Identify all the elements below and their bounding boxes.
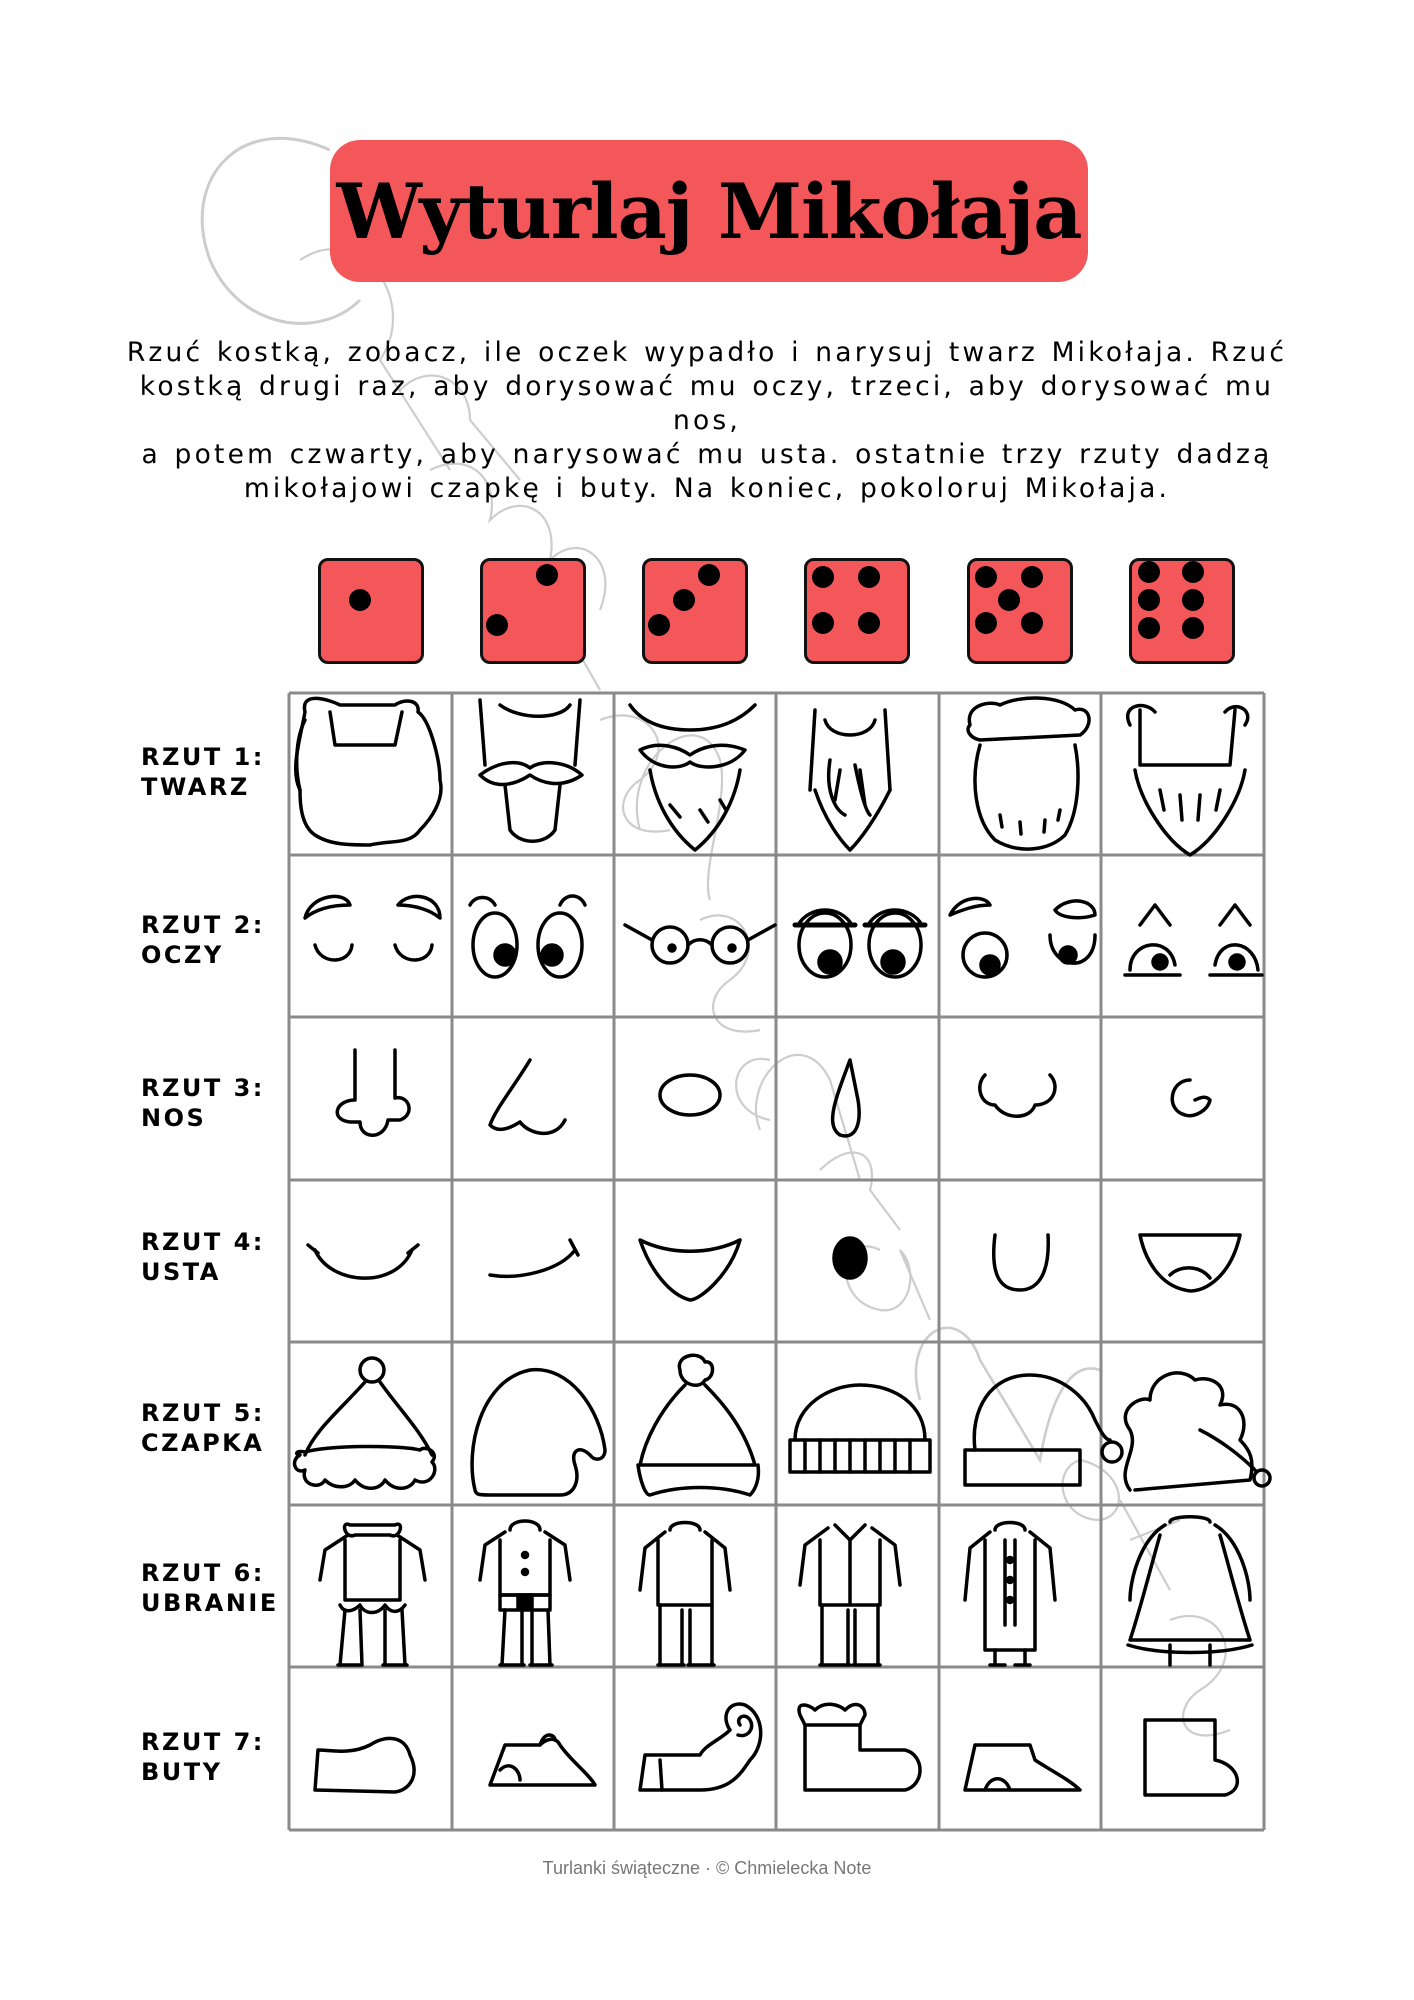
hat-drawing-6 — [1125, 1373, 1270, 1490]
row-label-part: OCZY — [141, 941, 224, 969]
nose-drawing-3 — [660, 1075, 720, 1115]
hat-drawing-4 — [790, 1385, 930, 1472]
mouth-drawing-1 — [308, 1245, 418, 1278]
row-label-roll: RZUT 6: — [141, 1559, 265, 1587]
face-drawing-4 — [810, 710, 890, 850]
mouth-drawing-6 — [1140, 1235, 1240, 1291]
row-label-1 — [141, 742, 265, 802]
nose-drawing-2 — [490, 1060, 565, 1133]
row-label-part: BUTY — [141, 1758, 223, 1786]
row-label-7 — [141, 1727, 265, 1787]
boots-drawing-5 — [965, 1745, 1080, 1790]
clothes-drawing-3 — [640, 1523, 730, 1666]
boots-drawing-3 — [640, 1704, 761, 1790]
instructions-line: mikołajowi czapkę i buty. Na koniec, pokoloruj Mikołaja. — [243, 473, 1171, 504]
face-drawing-2 — [480, 700, 582, 841]
instructions-line: Rzuć kostką, zobacz, ile oczek wypadło i narysuj twarz Mikołaja. Rzuć — [126, 337, 1288, 368]
eyes-drawing-1 — [305, 896, 440, 960]
nose-drawing-4 — [833, 1060, 860, 1136]
instructions-line: kostką drugi raz, aby dorysować mu oczy, trzeci, aby dorysować mu nos, — [139, 371, 1275, 436]
row-label-part: UBRANIE — [141, 1589, 279, 1617]
clothes-drawing-6 — [1128, 1517, 1252, 1665]
nose-drawing-6 — [1172, 1080, 1210, 1116]
eyes-drawing-6 — [1125, 905, 1262, 975]
clothes-drawing-2 — [480, 1521, 570, 1665]
row-label-part: TWARZ — [141, 773, 250, 801]
row-label-roll: RZUT 2: — [141, 911, 265, 939]
footer: Turlanki świąteczne · © Chmielecka Note — [542, 1858, 872, 1878]
row-label-6 — [141, 1558, 279, 1618]
boots-drawing-1 — [315, 1738, 414, 1792]
eyes-drawing-4 — [795, 910, 925, 977]
face-drawing-5 — [968, 698, 1089, 849]
hat-drawing-2 — [472, 1370, 605, 1495]
mouth-drawing-3 — [640, 1240, 740, 1300]
eyes-drawing-3 — [625, 925, 775, 963]
boots-drawing-6 — [1145, 1720, 1237, 1795]
row-label-roll: RZUT 5: — [141, 1399, 265, 1427]
row-label-part: USTA — [141, 1258, 221, 1286]
clothes-drawing-4 — [800, 1525, 900, 1665]
row-label-5 — [141, 1398, 265, 1458]
row-label-roll: RZUT 4: — [141, 1228, 265, 1256]
mouth-drawing-2 — [490, 1240, 578, 1276]
page-title: Wyturlaj Mikołaja — [336, 166, 1082, 256]
boots-drawing-4 — [799, 1704, 920, 1790]
clothes-drawing-5 — [965, 1523, 1055, 1666]
mouth-drawing-5 — [994, 1235, 1049, 1290]
row-label-4 — [141, 1227, 265, 1287]
row-label-3 — [141, 1073, 265, 1133]
row-label-roll: RZUT 3: — [141, 1074, 265, 1102]
row-label-2 — [141, 910, 265, 970]
row-label-part: CZAPKA — [141, 1429, 265, 1457]
eyes-drawing-2 — [470, 896, 585, 977]
mouth-drawing-4 — [834, 1238, 866, 1278]
row-label-roll: RZUT 1: — [141, 743, 265, 771]
instructions-line: a potem czwarty, aby narysować mu usta. ostatnie trzy rzuty dadzą — [141, 439, 1273, 470]
row-label-part: NOS — [141, 1104, 207, 1132]
hat-drawing-3 — [638, 1355, 758, 1495]
nose-drawing-1 — [337, 1050, 409, 1135]
hat-drawing-1 — [295, 1358, 435, 1488]
face-drawing-3 — [630, 705, 755, 850]
eyes-drawing-5 — [950, 898, 1095, 977]
face-drawing-1 — [296, 698, 441, 845]
nose-drawing-5 — [980, 1075, 1055, 1116]
row-label-roll: RZUT 7: — [141, 1728, 265, 1756]
face-drawing-6 — [1128, 706, 1248, 855]
hat-drawing-5 — [965, 1375, 1122, 1485]
clothes-drawing-1 — [320, 1524, 425, 1665]
boots-drawing-2 — [490, 1735, 595, 1785]
